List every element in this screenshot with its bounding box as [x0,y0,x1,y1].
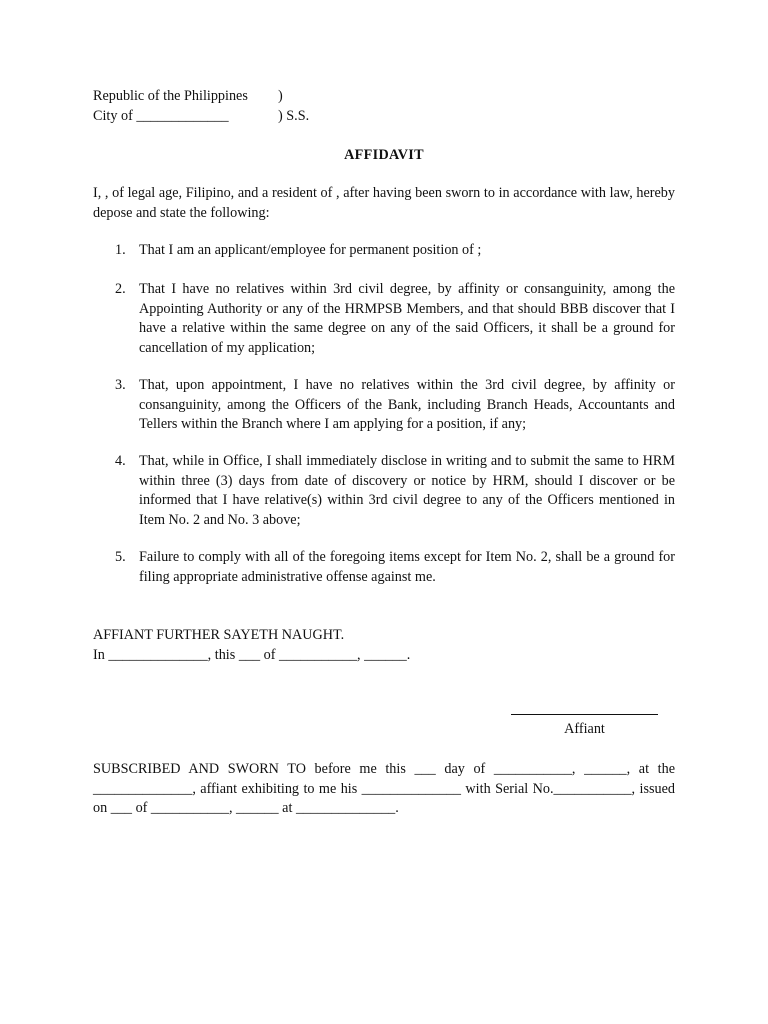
item-number: 3. [115,377,126,393]
item-text: That, upon appointment, I have no relatives within the 3rd civil degree, by affinity or consanguinity, among the Officers of the Bank, including Branch Heads, Accountants and Tellers within the Branch where I am applying for a position, if any; [139,377,675,432]
item-number: 1. [115,242,126,258]
item-text: That, while in Office, I shall immediately disclose in writing and to submit the same to HRM within three (3) days from date of discovery or notice by HRM, should I discover or be informed that I have relative(s) within 3rd civil degree to any of the Officers mentioned in Item No. 2 and No. 3 above; [139,453,675,528]
affiant-label: Affiant [564,721,605,737]
signature-line [511,700,658,715]
item-number: 5. [115,549,126,565]
venue-country: Republic of the Philippines [93,88,248,104]
item-text: That I have no relatives within 3rd civil degree, by affinity or consanguinity, among the Appointing Authority or any of the HRMPSB Members, and that should BBB discover that I have a relative within the same degree on any of the said Officers, it shall be a ground for cancellation of my application; [139,281,675,356]
item-number: 2. [115,281,126,297]
closing-date-line: In ______________, this ___ of ___________, ______. [93,647,411,663]
venue-paren: ) [278,88,283,104]
item-text: That I am an applicant/employee for permanent position of ; [139,242,482,258]
item-text: Failure to comply with all of the foregoing items except for Item No. 2, shall be a ground for filing appropriate administrative offense against me. [139,549,675,585]
intro-paragraph: I, , of legal age, Filipino, and a resident of , after having been sworn to in accordance with law, hereby depose and state the following: [93,185,675,221]
venue-ss: ) S.S. [278,108,310,124]
item-number: 4. [115,453,126,469]
closing-statement: AFFIANT FURTHER SAYETH NAUGHT. [93,627,345,643]
venue-city: City of _____________ [93,108,229,124]
document-title: AFFIDAVIT [344,147,424,163]
jurat-paragraph: SUBSCRIBED AND SWORN TO before me this ___ day of ___________, ______, at the ______________, affiant exhibiting to me his ______________ with Serial No.___________, issued on ___ of ___________, ______ at ______________. [93,761,675,816]
